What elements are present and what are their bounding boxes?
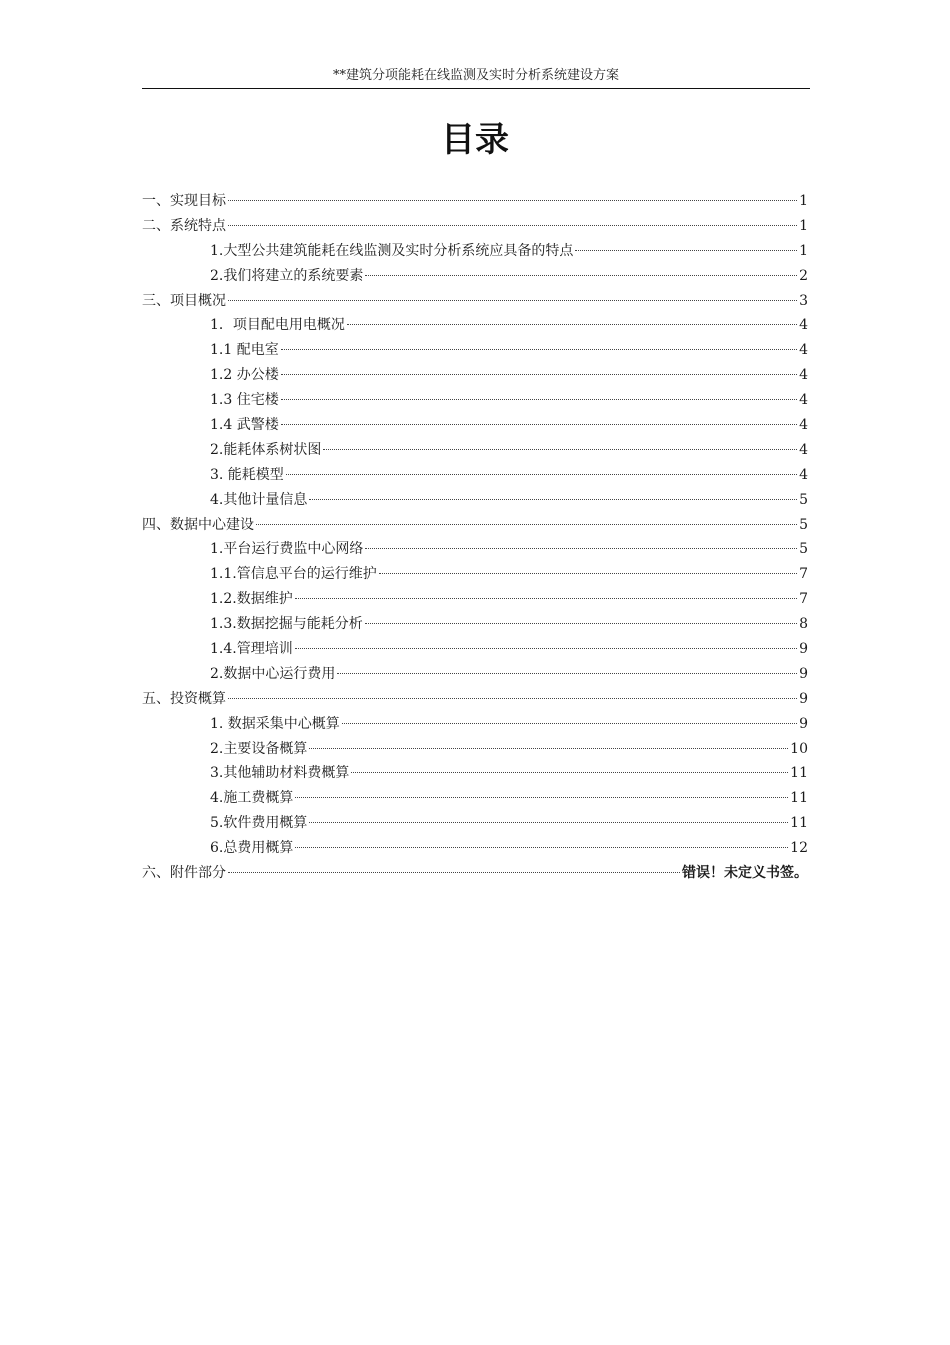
toc-entry-label: 1.2 办公楼	[210, 367, 279, 384]
toc-leader-dots	[323, 448, 797, 450]
toc-entry[interactable]	[142, 737, 808, 762]
toc-title: 目录	[441, 120, 509, 160]
toc-entry[interactable]	[142, 338, 808, 363]
toc-leader-dots	[228, 224, 797, 226]
toc-leader-dots	[309, 747, 788, 749]
toc-entry-page-error: 错误！未定义书签。	[682, 865, 808, 882]
toc-entry-label: 2.数据中心运行费用	[210, 665, 336, 682]
toc-leader-dots	[228, 697, 797, 699]
toc-leader-dots	[281, 348, 797, 350]
toc-entry-page: 7	[799, 566, 808, 583]
toc-entry-label: 3. 能耗模型	[210, 466, 284, 483]
toc-entry-page: 9	[799, 715, 808, 732]
toc-entry-label: 二、系统特点	[142, 217, 226, 234]
toc-entry[interactable]	[142, 786, 808, 811]
toc-entry-label: 2.我们将建立的系统要素	[210, 267, 364, 284]
toc-leader-dots	[351, 771, 788, 773]
toc-entry-page: 2	[799, 267, 808, 284]
toc-entry-page: 8	[799, 616, 808, 633]
toc-entry[interactable]	[142, 836, 808, 861]
toc-entry[interactable]	[142, 587, 808, 612]
toc-entry-page: 4	[799, 417, 808, 434]
toc-entry-page: 4	[799, 466, 808, 483]
toc-entry[interactable]	[142, 488, 808, 513]
toc-entry[interactable]	[142, 687, 808, 712]
toc-entry-page: 9	[799, 690, 808, 707]
toc-entry-page: 5	[799, 541, 808, 558]
toc-leader-dots	[575, 249, 797, 251]
toc-leader-dots	[228, 199, 797, 201]
toc-entry[interactable]	[142, 363, 808, 388]
toc-entry-page: 7	[799, 591, 808, 608]
toc-entry-label: 1．项目配电用电概况	[210, 317, 345, 334]
toc-entry-label: 六、附件部分	[142, 865, 226, 882]
toc-leader-dots	[286, 473, 797, 475]
toc-entry-page: 11	[790, 815, 808, 832]
toc-entry[interactable]	[142, 289, 808, 314]
toc-entry-label: 4.其他计量信息	[210, 491, 308, 508]
toc-entry-label: 1.平台运行费监中心网络	[210, 541, 364, 558]
toc-leader-dots	[295, 597, 797, 599]
toc-entry-page: 4	[799, 342, 808, 359]
toc-entry-label: 4.施工费概算	[210, 790, 294, 807]
toc-leader-dots	[295, 647, 797, 649]
toc-entry[interactable]	[142, 214, 808, 239]
toc-entry-label: 1. 数据采集中心概算	[210, 715, 340, 732]
toc-entry-page: 4	[799, 317, 808, 334]
toc-leader-dots	[281, 423, 797, 425]
toc-leader-dots	[256, 523, 797, 525]
toc-entry-page: 9	[799, 665, 808, 682]
toc-entry[interactable]	[142, 413, 808, 438]
toc-entry-label: 1.4.管理培训	[210, 641, 293, 658]
toc-entry[interactable]	[142, 662, 808, 687]
toc-entry-label: 1.3.数据挖掘与能耗分析	[210, 616, 363, 633]
toc-leader-dots	[228, 871, 680, 873]
toc-entry-label: 1.2.数据维护	[210, 591, 293, 608]
toc-entry[interactable]	[142, 811, 808, 836]
toc-entry[interactable]	[142, 562, 808, 587]
toc-entry-page: 4	[799, 367, 808, 384]
running-header: **建筑分项能耗在线监测及实时分析系统建设方案	[142, 64, 810, 89]
toc-entry-label: 1.1.管信息平台的运行维护	[210, 566, 377, 583]
toc-leader-dots	[281, 398, 797, 400]
toc-leader-dots	[365, 274, 797, 276]
table-of-contents	[142, 189, 808, 886]
toc-entry[interactable]	[142, 264, 808, 289]
toc-entry-label: 2.能耗体系树状图	[210, 441, 322, 458]
toc-entry-page: 10	[790, 740, 808, 757]
toc-entry-page: 12	[790, 840, 808, 857]
toc-entry[interactable]	[142, 712, 808, 737]
toc-entry-label: 1.大型公共建筑能耗在线监测及实时分析系统应具备的特点	[210, 242, 574, 259]
toc-entry[interactable]	[142, 438, 808, 463]
toc-leader-dots	[309, 821, 788, 823]
toc-leader-dots	[281, 373, 797, 375]
toc-entry[interactable]	[142, 537, 808, 562]
toc-leader-dots	[228, 299, 797, 301]
toc-entry-page: 11	[790, 790, 808, 807]
toc-entry-label: 5.软件费用概算	[210, 815, 308, 832]
toc-leader-dots	[365, 622, 797, 624]
toc-entry[interactable]	[142, 313, 808, 338]
toc-entry-label: 一、实现目标	[142, 193, 226, 209]
toc-leader-dots	[309, 498, 797, 500]
toc-entry-label: 6.总费用概算	[210, 840, 294, 857]
toc-leader-dots	[342, 722, 797, 724]
toc-entry-label: 1.1 配电室	[210, 342, 279, 359]
toc-entry-label: 1.3 住宅楼	[210, 392, 279, 409]
toc-entry[interactable]	[142, 239, 808, 264]
toc-entry-label: 四、数据中心建设	[142, 516, 254, 533]
toc-leader-dots	[295, 846, 788, 848]
toc-entry-page: 5	[799, 516, 808, 533]
toc-entry-label: 三、项目概况	[142, 292, 226, 309]
toc-leader-dots	[365, 547, 797, 549]
toc-entry[interactable]	[142, 761, 808, 786]
toc-entry-page: 4	[799, 392, 808, 409]
toc-entry[interactable]	[142, 612, 808, 637]
toc-entry-page: 1	[799, 242, 808, 259]
toc-entry-label: 1.4 武警楼	[210, 417, 279, 434]
toc-entry[interactable]	[142, 861, 808, 886]
toc-entry-label: 五、投资概算	[142, 690, 226, 707]
toc-entry[interactable]	[142, 463, 808, 488]
toc-entry-page: 11	[790, 765, 808, 782]
toc-entry-label: 2.主要设备概算	[210, 740, 308, 757]
toc-entry[interactable]	[142, 637, 808, 662]
toc-entry-page: 1	[799, 193, 808, 209]
toc-entry-page: 1	[799, 217, 808, 234]
toc-entry-page: 5	[799, 491, 808, 508]
toc-leader-dots	[337, 672, 797, 674]
toc-entry[interactable]	[142, 513, 808, 538]
toc-entry-label: 3.其他辅助材料费概算	[210, 765, 350, 782]
toc-leader-dots	[379, 572, 797, 574]
toc-entry-page: 4	[799, 441, 808, 458]
toc-leader-dots	[347, 323, 797, 325]
toc-entry-page: 9	[799, 641, 808, 658]
toc-entry-page: 3	[799, 292, 808, 309]
toc-leader-dots	[295, 796, 788, 798]
toc-entry[interactable]	[142, 388, 808, 413]
toc-entry[interactable]	[142, 189, 808, 214]
